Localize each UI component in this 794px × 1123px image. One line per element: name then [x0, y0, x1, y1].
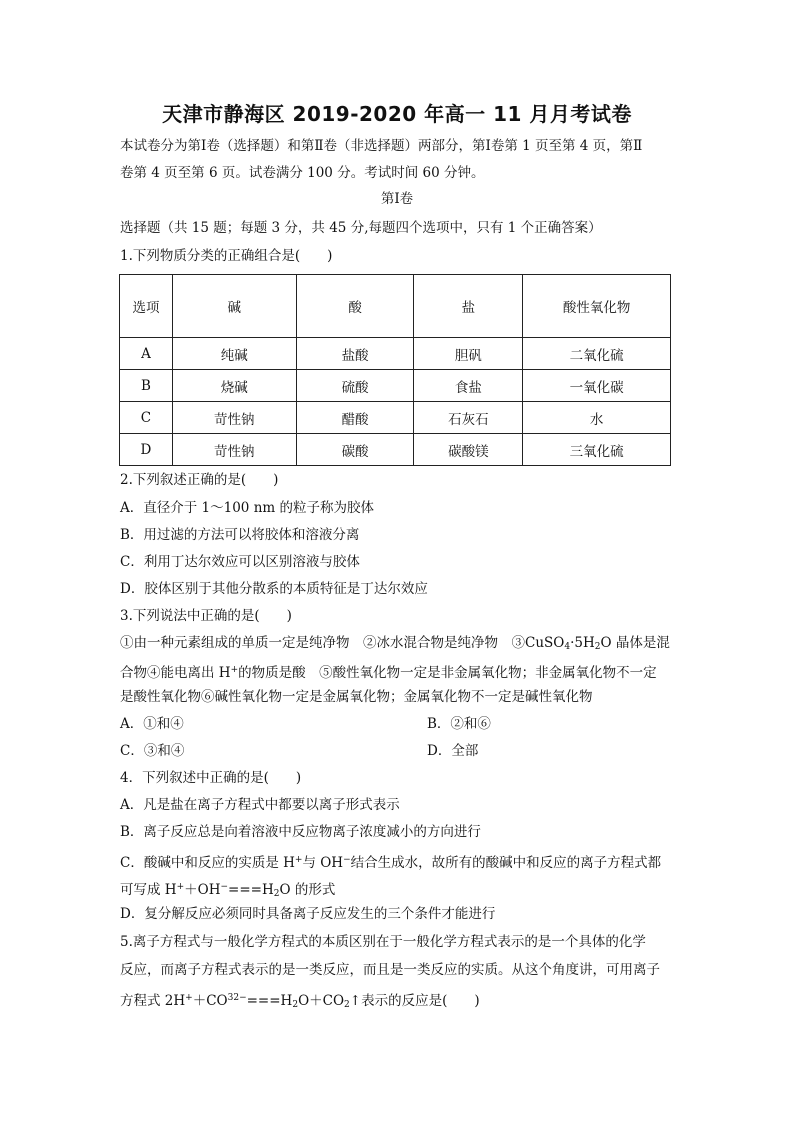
q5-stem-line-3 — [120, 988, 480, 1015]
table-cell: 烧碱 — [172, 370, 296, 402]
table-row — [120, 434, 671, 466]
q3-text: O 晶体是混 — [600, 635, 670, 651]
q3-option-c: C．③和④ — [120, 743, 185, 759]
table-cell: 苛性钠 — [172, 434, 296, 466]
q4-superscript: − — [220, 882, 229, 892]
q4-option-c-line-1 — [120, 850, 661, 873]
table-header-cell: 碱 — [172, 275, 296, 338]
q4-text: ===H — [228, 882, 274, 898]
table-cell: 碳酸 — [296, 434, 414, 466]
q4-superscript: − — [343, 855, 351, 865]
q4-text: 与 OH — [302, 855, 344, 871]
q5-superscript: + — [185, 993, 193, 1003]
intro-line-2: 卷第 4 页至第 6 页。试卷满分 100 分。考试时间 60 分钟。 — [120, 165, 485, 181]
q5-subscript: 2 — [292, 1000, 299, 1010]
table-cell: 醋酸 — [296, 402, 414, 434]
q4-option-d: D．复分解反应必须同时具备离子反应发生的三个条件才能进行 — [120, 906, 496, 922]
q5-text: O＋CO — [298, 993, 345, 1009]
q1-stem: 1.下列物质分类的正确组合是( ) — [120, 248, 333, 264]
q2-stem: 2.下列叙述正确的是( ) — [120, 472, 279, 488]
q5-superscript: 3 — [227, 993, 234, 1003]
table-cell: 碳酸镁 — [414, 434, 523, 466]
q3-text: 合物④能电离出 H — [120, 665, 231, 681]
table-cell: 食盐 — [414, 370, 523, 402]
q5-subscript: 2 — [344, 1000, 350, 1010]
q4-option-b: B．离子反应总是向着溶液中反应物离子浓度减小的方向进行 — [120, 824, 481, 840]
q3-stem: 3.下列说法中正确的是( ) — [120, 608, 292, 624]
table-cell: 胆矾 — [414, 338, 523, 370]
table-cell: 三氧化硫 — [523, 434, 671, 466]
table-cell: 一氧化碳 — [523, 370, 671, 402]
table-row — [120, 370, 671, 402]
q4-text: C．酸碱中和反应的实质是 H — [120, 855, 295, 871]
table-cell: B — [120, 370, 173, 402]
q5-superscript: 2− — [233, 993, 247, 1003]
q1-table — [119, 274, 671, 466]
q3-statement-line-3: 是酸性氧化物⑥碱性氧化物一定是金属氧化物；金属氧化物不一定是碱性氧化物 — [120, 689, 593, 705]
q3-statement-line-1 — [120, 633, 670, 657]
table-cell: 苛性钠 — [172, 402, 296, 434]
table-cell: 二氧化硫 — [523, 338, 671, 370]
q4-option-a: A．凡是盐在离子方程式中都要以离子形式表示 — [120, 797, 400, 813]
intro-line-1: 本试卷分为第Ⅰ卷（选择题）和第Ⅱ卷（非选择题）两部分，第Ⅰ卷第 1 页至第 4 页，第Ⅱ — [120, 138, 643, 154]
table-header-row — [120, 275, 671, 338]
q4-superscript: + — [294, 855, 303, 865]
q2-option-c: C．利用丁达尔效应可以区别溶液与胶体 — [120, 554, 360, 570]
q3-option-b: B．②和⑥ — [427, 716, 491, 732]
q4-stem: 4．下列叙述中正确的是( ) — [120, 770, 302, 786]
table-cell: C — [120, 402, 173, 434]
q5-text: ＋CO — [192, 993, 228, 1009]
q3-text: ·5H — [570, 635, 595, 651]
q4-text: 可写成 H — [120, 882, 177, 898]
q3-superscript: + — [230, 665, 239, 675]
table-cell: D — [120, 434, 173, 466]
table-header-cell: 酸性氧化物 — [523, 275, 671, 338]
section-title: 第Ⅰ卷 — [380, 191, 414, 207]
q5-stem-line-1: 5.离子方程式与一般化学方程式的本质区别在于一般化学方程式表示的是一个具体的化学 — [120, 934, 646, 950]
q3-option-d: D．全部 — [427, 743, 479, 759]
q3-statement-line-2 — [120, 660, 657, 683]
table-cell: 纯碱 — [172, 338, 296, 370]
table-cell: 水 — [523, 402, 671, 434]
table-cell: 硫酸 — [296, 370, 414, 402]
q5-stem-line-2: 反应，而离子方程式表示的是一类反应，而且是一类反应的实质。从这个角度讲，可用离子 — [120, 962, 660, 978]
table-cell: 石灰石 — [414, 402, 523, 434]
q3-text: 的物质是酸 ⑤酸性氧化物一定是非金属氧化物；非金属氧化物不一定 — [238, 665, 657, 681]
q2-option-d: D．胶体区别于其他分散系的本质特征是丁达尔效应 — [120, 581, 428, 597]
q3-subscript: 4 — [564, 642, 571, 652]
q4-text: 结合生成水，故所有的酸碱中和反应的离子方程式都 — [350, 855, 662, 871]
q3-option-a: A．①和④ — [120, 716, 184, 732]
q4-subscript: 2 — [273, 889, 280, 899]
q4-text: O 的形式 — [279, 882, 336, 898]
table-header-cell: 盐 — [414, 275, 523, 338]
q3-text: ①由一种元素组成的单质一定是纯净物 ②冰水混合物是纯净物 ③CuSO — [120, 635, 565, 651]
q5-text: 方程式 2H — [120, 993, 186, 1009]
q5-text: ↑表示的反应是( ) — [349, 993, 480, 1009]
exam-title: 天津市静海区 2019-2020 年高一 11 月月考试卷 — [162, 102, 632, 126]
table-row — [120, 338, 671, 370]
q4-option-c-line-2 — [120, 877, 335, 904]
q3-subscript: 2 — [594, 642, 601, 652]
q5-text: ===H — [246, 993, 293, 1009]
q4-text: ＋OH — [184, 882, 221, 898]
q2-option-b: B．用过滤的方法可以将胶体和溶液分离 — [120, 527, 360, 543]
table-header-cell: 酸 — [296, 275, 414, 338]
table-cell: 盐酸 — [296, 338, 414, 370]
q2-option-a: A．直径介于 1～100 nm 的粒子称为胶体 — [120, 500, 374, 516]
table-header-cell: 选项 — [120, 275, 173, 338]
table-row — [120, 402, 671, 434]
section-instructions: 选择题（共 15 题；每题 3 分，共 45 分,每题四个选项中，只有 1 个正确答案） — [120, 220, 602, 236]
q4-superscript: + — [176, 882, 185, 892]
table-cell: A — [120, 338, 173, 370]
